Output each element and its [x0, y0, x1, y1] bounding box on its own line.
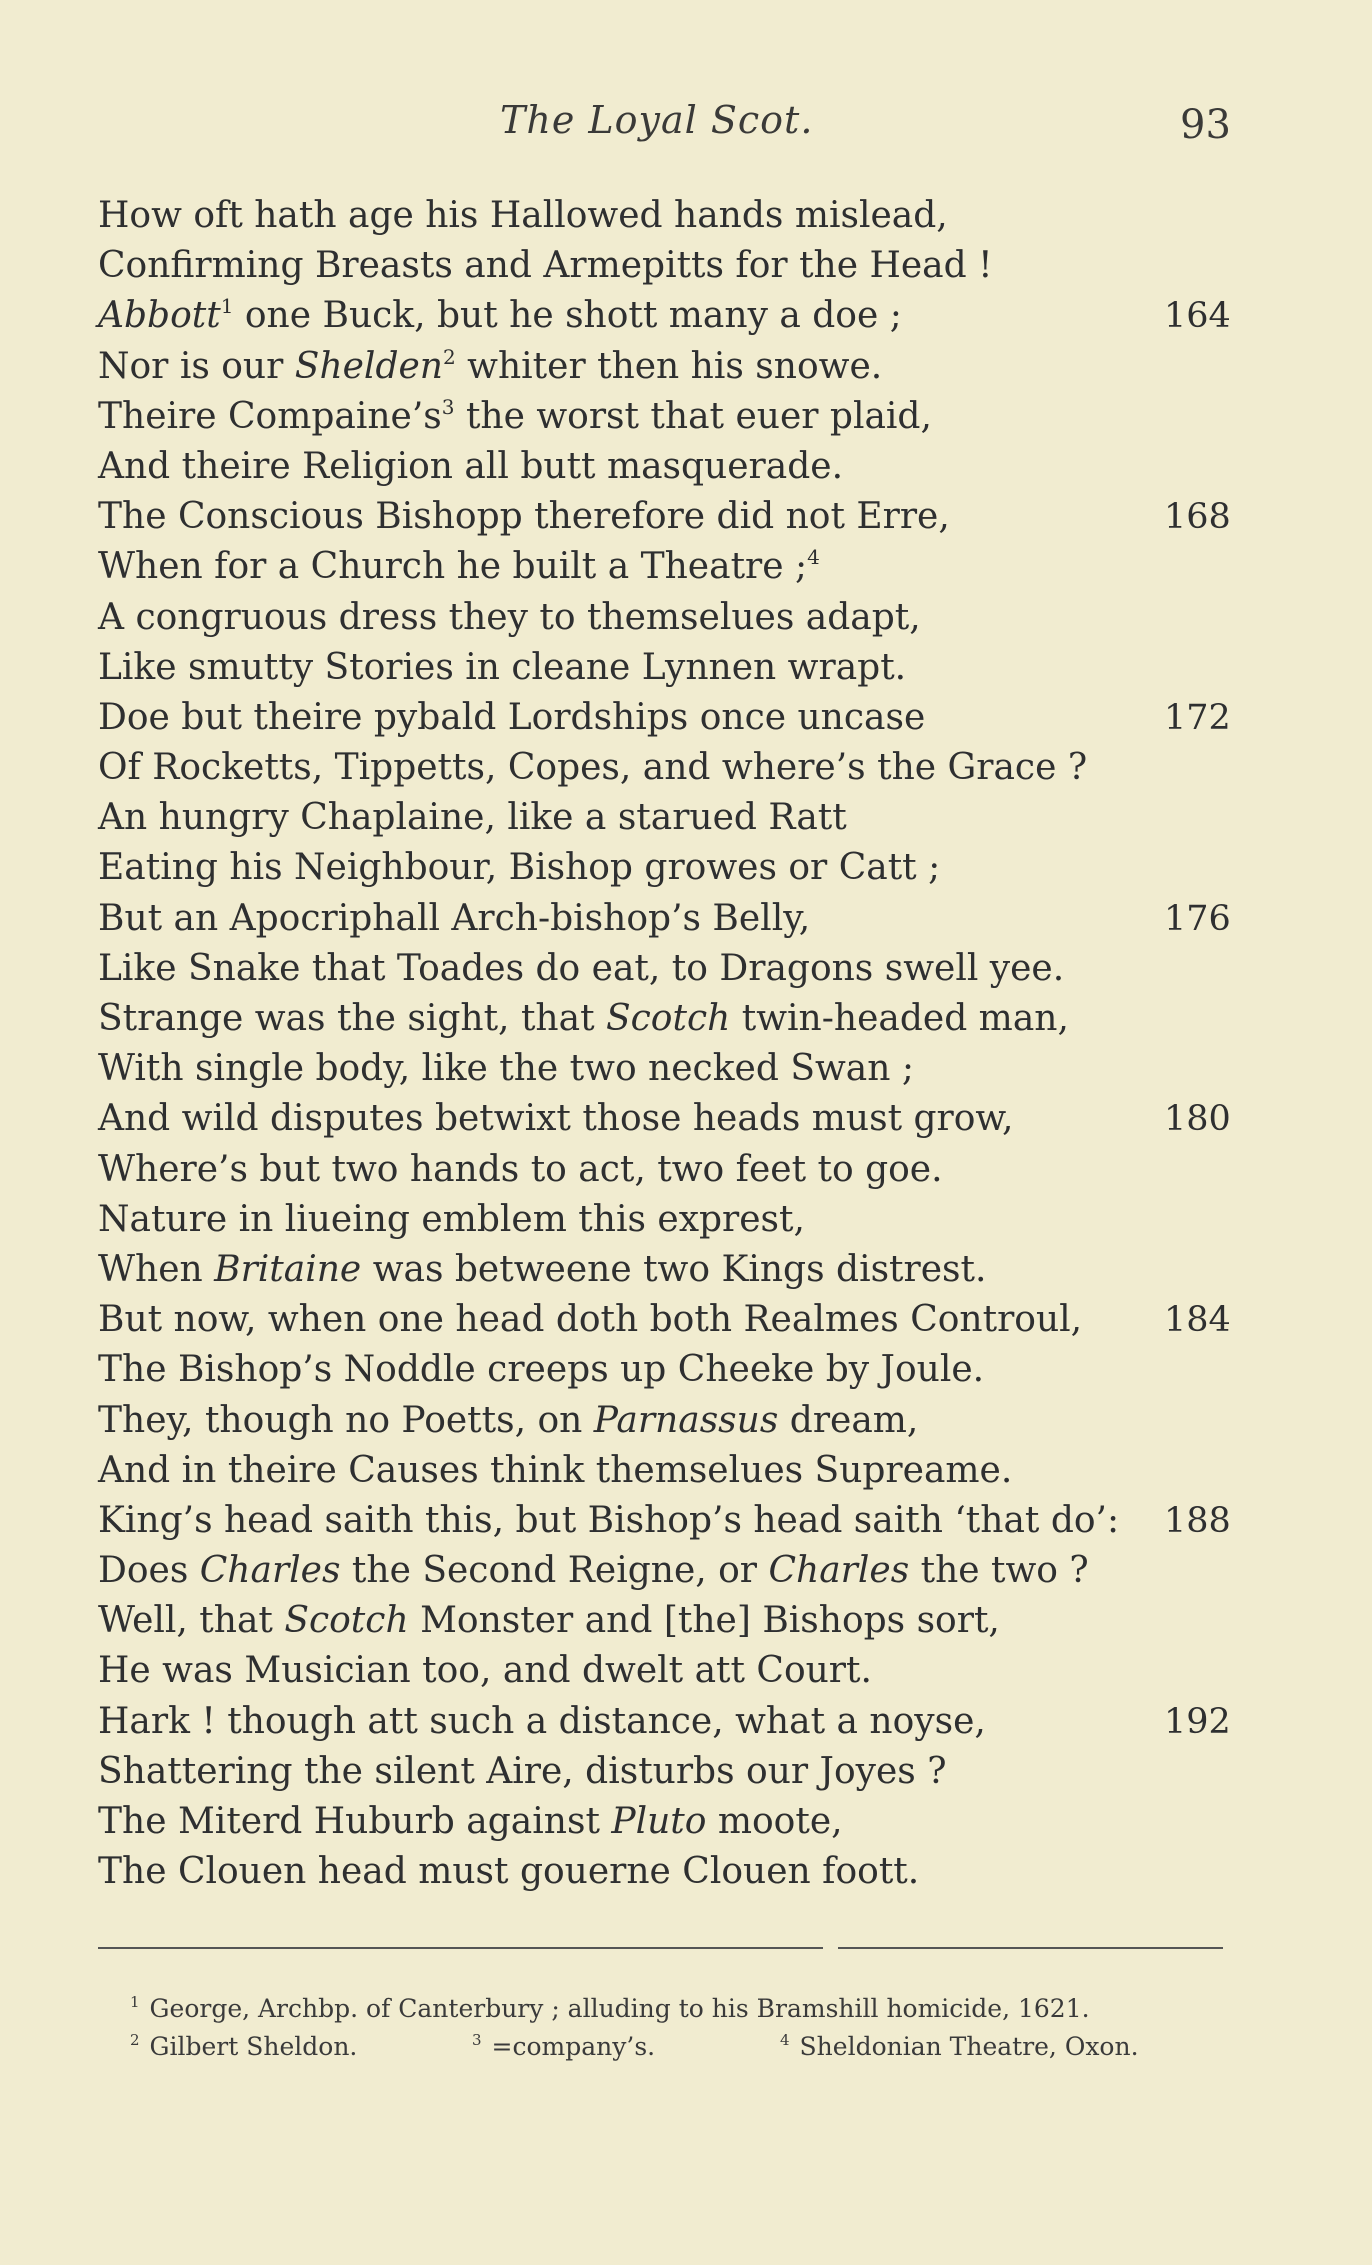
- line-text: [98, 994, 1069, 1044]
- footnote-text: Gilbert Sheldon.: [149, 2032, 358, 2061]
- line-number: 176: [1164, 898, 1231, 939]
- line-number: 192: [1164, 1701, 1231, 1742]
- italic-name: Abbott: [98, 295, 221, 337]
- poem-line: [98, 1847, 1258, 1897]
- line-text-part: Well, that: [98, 1600, 285, 1642]
- poem-line: [98, 944, 1258, 994]
- line-text-part: twin-headed man,: [730, 998, 1069, 1039]
- poem-line: [98, 1396, 1258, 1446]
- line-text-part: dream,: [778, 1399, 919, 1441]
- line-text-part: Strange was the sight, that: [98, 998, 606, 1039]
- poem-line: [98, 1295, 1258, 1345]
- line-text: Of Rocketts, Tippetts, Copes, and where’s the Grace ?: [98, 747, 1088, 789]
- line-number: 172: [1164, 697, 1231, 738]
- poem-line: [98, 241, 1258, 291]
- line-text: And in theire Causes think themselues Supreame.: [98, 1449, 1013, 1491]
- line-text: [98, 1245, 986, 1295]
- line-text: [98, 392, 932, 442]
- poem-line: [98, 1446, 1258, 1496]
- line-text-part: When for a Church he built a Theatre ;: [98, 546, 808, 588]
- footnote-row: [130, 1990, 1250, 2028]
- footnote-divider: [838, 1947, 1223, 1949]
- line-text-part: They, though no Poetts, on: [98, 1399, 594, 1441]
- line-text: [98, 291, 902, 341]
- poem-body: [98, 191, 1258, 1897]
- line-text: Eating his Neighbour, Bishop growes or Catt ;: [98, 847, 941, 889]
- poem-line: [98, 1546, 1258, 1596]
- poem-line: [98, 191, 1258, 241]
- line-text: With single body, like the two necked Swan ;: [98, 1048, 915, 1090]
- italic-name: Parnassus: [593, 1399, 779, 1441]
- line-text-part: The Miterd Huburb against: [98, 1801, 612, 1842]
- poem-line: [98, 291, 1258, 341]
- footnotes: [130, 1990, 1250, 2066]
- line-text: [98, 542, 820, 592]
- line-text-part: Theire Compaine’s: [98, 395, 442, 437]
- poem-line: [98, 1245, 1258, 1295]
- footnote-divider: [98, 1947, 823, 1949]
- poem-line: [98, 843, 1258, 893]
- poem-line: [98, 994, 1258, 1044]
- line-text: The Bishop’s Noddle creeps up Cheeke by Joule.: [98, 1349, 985, 1391]
- line-text: Hark ! though att such a distance, what a noyse,: [98, 1700, 986, 1742]
- line-text: King’s head saith this, but Bishop’s head saith ‘that do’:: [98, 1499, 1120, 1541]
- line-text: Like Snake that Toades do eat, to Dragons swell yee.: [98, 947, 1065, 989]
- line-text: [98, 1797, 843, 1847]
- footnote-ref: 3: [441, 394, 455, 419]
- footnote-ref: 1: [220, 294, 234, 319]
- line-text: Like smutty Stories in cleane Lynnen wrapt.: [98, 646, 907, 688]
- line-number: 164: [1164, 296, 1231, 337]
- italic-name: Shelden: [294, 345, 443, 387]
- line-text: Shattering the silent Aire, disturbs our Joyes ?: [98, 1750, 947, 1792]
- line-text: The Clouen head must gouerne Clouen foott.: [98, 1851, 920, 1893]
- footnote-text: George, Archbp. of Canterbury ; alluding to his Bramshill homicide, 1621.: [149, 1994, 1090, 2023]
- line-text-part: moote,: [706, 1801, 843, 1842]
- line-number: 168: [1164, 497, 1231, 538]
- poem-line: [98, 392, 1258, 442]
- line-text: Where’s but two hands to act, two feet to goe.: [98, 1148, 943, 1190]
- italic-name: Charles: [199, 1550, 341, 1592]
- italic-name: Scotch: [605, 998, 731, 1039]
- footnote-1: [130, 1990, 1090, 2028]
- line-text-part: the Second Reigne, or: [340, 1550, 769, 1592]
- page-number: 93: [1180, 102, 1231, 148]
- footnote-text: Sheldonian Theatre, Oxon.: [799, 2032, 1139, 2061]
- footnote-2: [130, 2028, 357, 2066]
- line-text: How oft hath age his Hallowed hands mislead,: [98, 195, 948, 236]
- poem-line: [98, 1145, 1258, 1195]
- poem-line: [98, 1195, 1258, 1245]
- line-number: 184: [1164, 1300, 1231, 1341]
- line-text: [98, 342, 882, 392]
- poem-line: [98, 442, 1258, 492]
- poem-line: [98, 492, 1258, 542]
- line-text-part: one Buck, but he shott many a doe ;: [233, 295, 902, 337]
- italic-name: Britaine: [214, 1248, 362, 1290]
- line-text: But an Apocriphall Arch-bishop’s Belly,: [98, 897, 811, 939]
- line-text: [98, 1546, 1089, 1596]
- line-text: A congruous dress they to themselues adapt,: [98, 596, 921, 638]
- line-text-part: Monster and [the] Bishops sort,: [408, 1600, 1000, 1642]
- line-text-part: the two ?: [909, 1550, 1089, 1592]
- italic-name: Scotch: [284, 1600, 409, 1642]
- poem-line: [98, 1345, 1258, 1395]
- poem-line: [98, 643, 1258, 693]
- poem-line: [98, 1697, 1258, 1747]
- poem-line: [98, 1797, 1258, 1847]
- line-text: Confirming Breasts and Armepitts for the Head !: [98, 245, 993, 287]
- line-text: And wild disputes betwixt those heads must grow,: [98, 1098, 1014, 1140]
- line-text-part: Does: [98, 1550, 200, 1592]
- poem-line: [98, 743, 1258, 793]
- line-text: But now, when one head doth both Realmes Controul,: [98, 1299, 1083, 1341]
- running-title: The Loyal Scot.: [500, 98, 814, 142]
- running-head: [0, 98, 1372, 148]
- italic-name: Pluto: [611, 1801, 707, 1842]
- line-text: [98, 1596, 1000, 1646]
- line-text: The Conscious Bishopp therefore did not Erre,: [98, 496, 950, 538]
- line-text: Doe but theire pybald Lordships once uncase: [98, 696, 926, 738]
- line-text: He was Musician too, and dwelt att Court.: [98, 1650, 872, 1692]
- poem-line: [98, 693, 1258, 743]
- footnote-ref: 2: [442, 344, 456, 369]
- line-text-part: the worst that euer plaid,: [454, 395, 932, 437]
- line-text: [98, 1396, 918, 1446]
- footnote-4: [780, 2028, 1139, 2066]
- line-text-part: whiter then his snowe.: [455, 345, 883, 387]
- line-text-part: When: [98, 1248, 215, 1290]
- poem-line: [98, 1596, 1258, 1646]
- poem-line: [98, 1646, 1258, 1696]
- line-number: 180: [1164, 1099, 1231, 1140]
- poem-line: [98, 1747, 1258, 1797]
- line-text: Nature in liueing emblem this exprest,: [98, 1198, 805, 1240]
- footnote-3: [472, 2028, 655, 2066]
- line-text: An hungry Chaplaine, like a starued Ratt: [98, 797, 847, 839]
- poem-line: [98, 342, 1258, 392]
- footnote-mark: 4: [780, 2031, 790, 2049]
- line-text-part: was betweene two Kings distrest.: [361, 1248, 987, 1290]
- poem-line: [98, 542, 1258, 592]
- footnote-row: [130, 2028, 1250, 2066]
- footnote-text: =company’s.: [491, 2032, 656, 2061]
- footnote-mark: 2: [130, 2031, 140, 2049]
- poem-line: [98, 793, 1258, 843]
- poem-line: [98, 1496, 1258, 1546]
- line-text: And theire Religion all butt masquerade.: [98, 445, 844, 487]
- poem-line: [98, 593, 1258, 643]
- italic-name: Charles: [768, 1550, 910, 1592]
- footnote-mark: 3: [472, 2031, 482, 2049]
- line-number: 188: [1164, 1500, 1231, 1541]
- poem-line: [98, 1094, 1258, 1144]
- poem-line: [98, 1044, 1258, 1094]
- line-text-part: Nor is our: [98, 345, 295, 387]
- footnote-mark: 1: [130, 1993, 140, 2011]
- footnote-ref: 4: [807, 545, 820, 570]
- poem-line: [98, 894, 1258, 944]
